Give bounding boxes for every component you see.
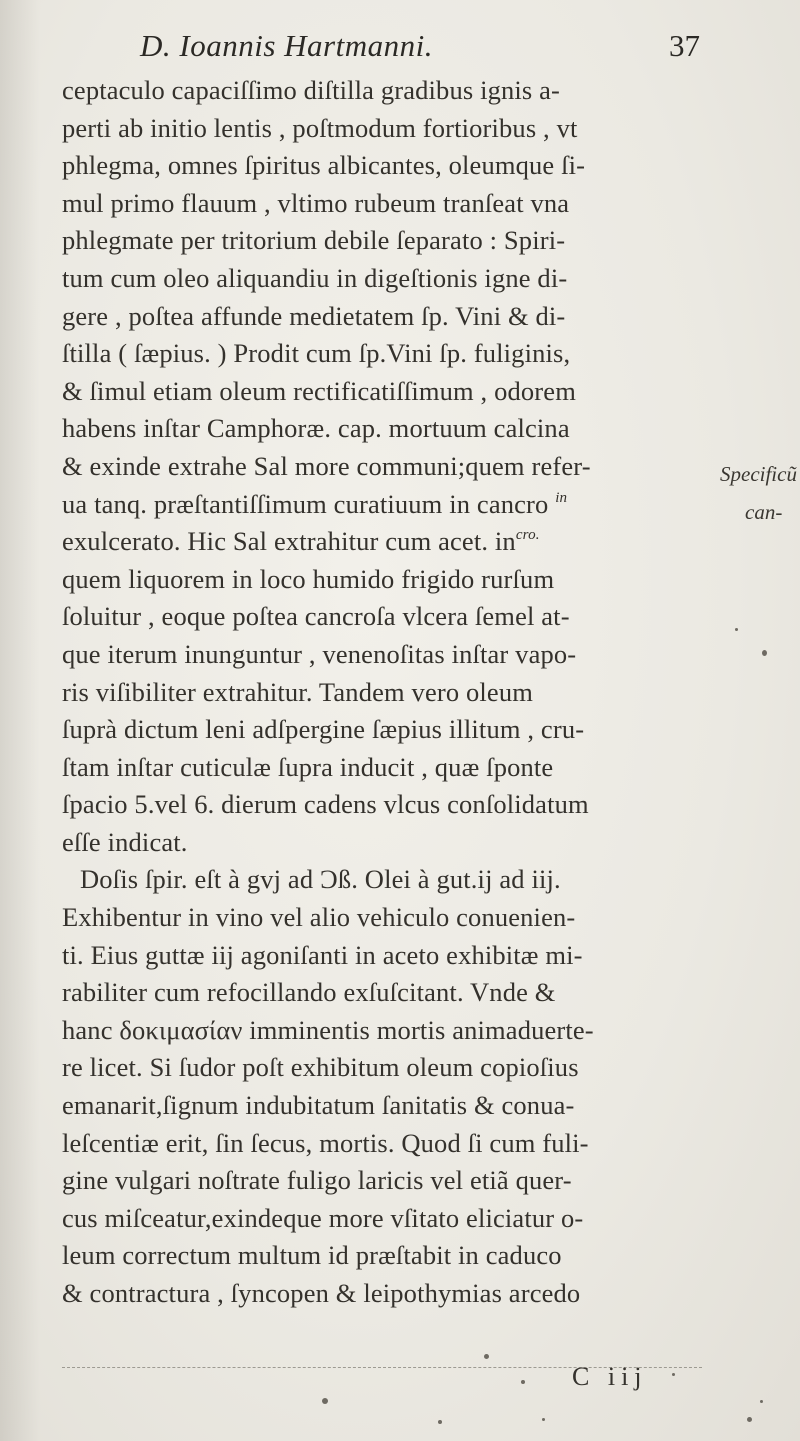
text-line: & exinde extrahe Sal more communi;quem refer- [62,450,591,481]
running-head [140,28,700,68]
text-line: re licet. Si ſudor poſt exhibitum oleum copioſius [62,1052,579,1083]
text-line: ti. Eius guttæ iij agoniſanti in aceto exhibitæ mi- [62,939,583,970]
ink-speck [484,1354,489,1359]
text-line: ſuprà dictum leni adſpergine ſæpius illitum , cru- [62,714,585,745]
ink-speck [322,1398,328,1404]
text-line: emanarit,ſignum indubitatum ſanitatis & conua- [62,1090,575,1121]
text-line: gine vulgari noſtrate fuligo laricis vel etiã quer- [62,1165,572,1196]
running-head-title: D. Ioannis Hartmanni. [140,28,433,63]
text-line: mul primo flauum , vltimo rubeum tranſeat vna [62,187,570,218]
text-line: phlegmate per tritorium debile ſeparato : Spiri- [62,225,566,256]
text-line: tum cum oleo aliquandiu in digeſtionis igne di- [62,262,568,293]
ink-speck [760,1400,763,1403]
ink-speck [762,650,767,656]
text-line: leum correctum multum id præſtabit in caduco [62,1240,562,1271]
text-line: phlegma, omnes ſpiritus albicantes, oleumque ſi- [62,150,586,181]
margin-note-cancro: can- [745,500,783,524]
ink-speck [542,1418,545,1421]
text-line: exulcerato. Hic Sal extrahitur cum acet. $in^{cro.}$ [62,526,540,557]
text-line: Doſis ſpir. eſt à gvj ad Ɔß. Olei à gut.ij ad iij. [80,864,561,895]
text-line: rabiliter cum refocillando exſuſcitant. Vnde & [62,977,556,1008]
text-line: eſſe indicat. [62,826,188,857]
text-line: ſpacio 5.vel 6. dierum cadens vlcus conſolidatum [62,789,589,820]
ink-speck [735,628,738,631]
superscript-in: in [555,489,568,506]
text-line: habens inſtar Camphoræ. cap. mortuum calcina [62,413,570,444]
text-line: Exhibentur in vino vel alio vehiculo conuenien- [62,902,576,933]
text-line: & contractura , ſyncopen & leipothymias arcedo [62,1278,581,1308]
ink-speck [438,1420,442,1424]
text-line: & ſimul etiam oleum rectificatiſſimum , odorem [62,375,576,406]
text-line: perti ab initio lentis , poſtmodum fortioribus , vt [62,112,578,143]
text-line: ceptaculo capaciſſimo diſtilla gradibus ignis a- [62,75,561,105]
text-line: quem liquorem in loco humido frigido rurſum [62,563,555,594]
text-line: cus miſceatur,exindeque more vſitato eliciatur o- [62,1202,584,1233]
text-line: ſtilla ( ſæpius. ) Prodit cum ſp.Vini ſp. fuliginis, [62,338,571,369]
text-line: leſcentiæ erit, ſin ſecus, mortis. Quod ſi cum fuli- [62,1127,589,1158]
text-line: ſoluitur , eoque poſtea cancroſa vlcera ſemel at- [62,601,570,632]
text-line: ſtam inſtar cuticulæ ſupra inducit , quæ ſponte [62,751,554,782]
signature-mark: C iij [572,1362,648,1391]
ink-speck [521,1380,525,1384]
margin-note-specific: Specificũ [720,462,797,486]
ink-speck [672,1373,675,1376]
text-line: que iterum inunguntur , venenoſitas inſtar vapo- [62,638,577,669]
superscript-cro: cro. [515,527,540,544]
text-line: gere , poſtea affunde medietatem ſp. Vini & di- [62,300,566,331]
ink-speck [747,1417,752,1422]
body-text [62,72,722,1313]
page-number: 37 [669,28,700,63]
text-line: ris viſibiliter extrahitur. Tandem vero oleum [62,676,533,707]
text-line: ua tanq. præſtantiſſimum curatiuum in cancro $^{in}$ [62,488,568,519]
text-line: hanc δοκιμασίαν imminentis mortis animaduerte- [62,1014,594,1045]
spine-shadow [0,0,40,1441]
